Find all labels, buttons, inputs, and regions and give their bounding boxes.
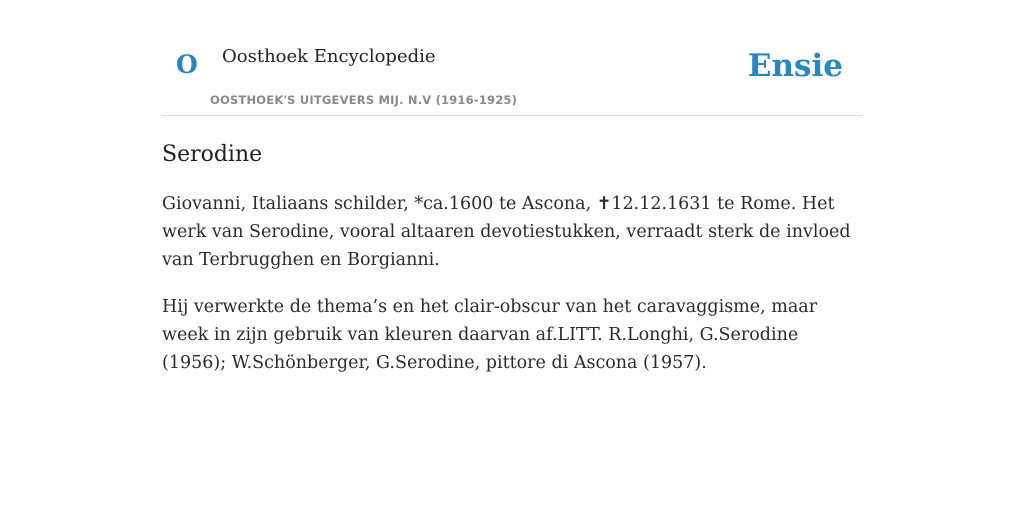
publisher-subtitle: OOSTHOEK'S UITGEVERS MIJ. N.V (1916-1925) xyxy=(210,93,518,107)
page-container xyxy=(162,0,862,377)
article xyxy=(162,141,862,377)
encyclopedia-logo[interactable]: O xyxy=(176,50,198,79)
site-header xyxy=(162,0,862,116)
ensie-brand-logo[interactable]: Ensie xyxy=(747,48,843,84)
article-paragraph: Giovanni, Italiaans schilder, *ca.1600 te Ascona, ✝12.12.1631 te Rome. Het werk van Serodine, vooral altaaren devotiestukken, verraadt sterk de invloed van Terbrugghen en Borgianni. xyxy=(162,193,851,270)
article-paragraph: Hij verwerkte de thema’s en het clair-obscur van het caravaggisme, maar week in zijn gebruik van kleuren daarvan af.LITT. R.Longhi, G.Serodine (1956); W.Schönberger, G.Serodine, pittore di Ascona (1957). xyxy=(162,296,818,373)
encyclopedia-title-link[interactable]: Oosthoek Encyclopedie xyxy=(222,46,436,67)
article-title: Serodine xyxy=(162,142,263,167)
